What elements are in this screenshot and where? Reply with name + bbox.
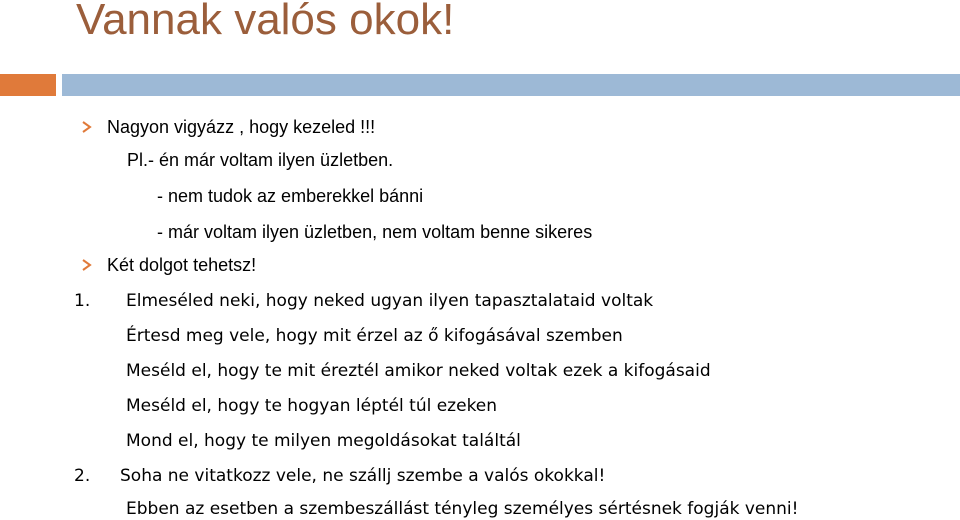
sub-item-text: Értesd meg vele, hogy mit érzel az ő kifogásával szemben xyxy=(126,326,623,346)
arrow-bullet-icon xyxy=(80,120,94,134)
example-dash-line: - nem tudok az emberekkel bánni xyxy=(157,186,424,206)
list-number: 2. xyxy=(74,466,91,486)
example-line: Pl.- én már voltam ilyen üzletben. xyxy=(127,150,394,170)
bullet-text: Nagyon vigyázz , hogy kezeled !!! xyxy=(107,117,376,137)
closing-text: Ebben az esetben a szembeszállást tényleg személyes sértésnek fogják venni! xyxy=(126,499,799,519)
accent-bar-right xyxy=(62,74,960,96)
numbered-item-text: Elmeséled neki, hogy neked ugyan ilyen tapasztalataid voltak xyxy=(126,291,654,311)
list-number: 1. xyxy=(74,291,91,311)
sub-item-text: Meséld el, hogy te hogyan léptél túl ezeken xyxy=(126,396,498,416)
bullet-text: Két dolgot tehetsz! xyxy=(107,255,257,275)
sub-item-text: Meséld el, hogy te mit éreztél amikor neked voltak ezek a kifogásaid xyxy=(126,361,711,381)
arrow-bullet-icon xyxy=(80,258,94,272)
slide-title: Vannak valós okok! xyxy=(76,0,455,44)
numbered-item-text: Soha ne vitatkozz vele, ne szállj szembe a valós okokkal! xyxy=(120,466,606,486)
accent-bar-left xyxy=(0,74,56,96)
sub-item-text: Mond el, hogy te milyen megoldásokat találtál xyxy=(126,431,521,451)
example-dash-line: - már voltam ilyen üzletben, nem voltam benne sikeres xyxy=(157,222,593,242)
